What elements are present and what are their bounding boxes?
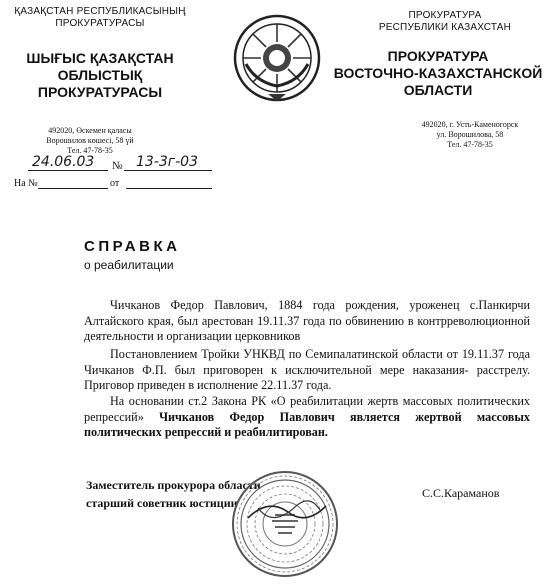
address-left-line1: 492020, Өскемен қаласы [48,126,132,135]
address-left-line2: Ворошилов көшесі, 58 үй [46,136,134,145]
number-label: № [112,160,123,172]
header-right-line2: РЕСПУБЛИКИ КАЗАХСТАН [378,22,512,33]
number-underline [124,170,212,171]
document-subtitle: о реабилитации [84,258,174,272]
header-right-org1: ПРОКУРАТУРА [387,48,489,64]
official-seal-icon [228,468,342,580]
address-right-line2: ул. Ворошилова, 58 [436,130,504,139]
from-label: от [110,178,120,189]
paragraph-3-text: На основании ст.2 Закона РК «О реабилитации жертв массовых политических репрессий» [84,394,530,424]
registration-number: 13-3г-03 [136,154,198,170]
document-title: СПРАВКА [84,238,181,255]
paragraph-3-bold-text: Чичканов Федор Павлович является жертвой массовых политических репрессий и реабилитирован. [84,409,530,440]
ref-label: На № [14,178,38,189]
header-left-line1: ҚАЗАҚСТАН РЕСПУБЛИКАСЫНЫҢ [14,6,186,17]
from-underline [126,188,212,189]
signer-position-1: Заместитель прокурора области [86,478,261,492]
header-right-org2: ВОСТОЧНО-КАЗАХСТАНСКОЙ [333,65,543,81]
header-right-org3: ОБЛАСТИ [403,82,473,98]
ref-underline [38,188,108,189]
header-left-org2: ОБЛЫСТЫҚ [57,67,143,83]
paragraph-1: Чичканов Федор Павлович, 1884 года рождения, уроженец с.Панкирчи Алтайского края, был арестован 19.11.37 года по обвинению в контрреволюционной деятельности и организации церковников [84,298,530,344]
state-emblem-icon [232,12,322,104]
header-left-org1: ШЫҒЫС ҚАЗАҚСТАН [26,50,174,66]
registration-date: 24.06.03 [32,154,95,170]
address-left-line3: Тел. 47-78-35 [67,146,113,155]
address-right-line3: Тел. 47-78-35 [447,140,493,149]
date-underline [28,170,108,171]
header-left-org3: ПРОКУРАТУРАСЫ [37,84,163,100]
header-right-line1: ПРОКУРАТУРА [408,10,482,21]
paragraph-2: Постановлением Тройки УНКВД по Семипалатинской области от 19.11.37 года Чичканов Ф.П. был приговорен к исключительной мере наказания- расстрелу. Приговор приведен в исполнение 22.11.37 года. [84,347,530,393]
paragraph-3 [84,394,530,441]
header-left-line2: ПРОКУРАТУРАСЫ [55,18,145,29]
signer-name: С.С.Караманов [422,486,500,500]
signer-position-2: старший советник юстиции [86,496,238,510]
address-right-line1: 492020, г. Усть-Каменогорск [421,120,519,129]
